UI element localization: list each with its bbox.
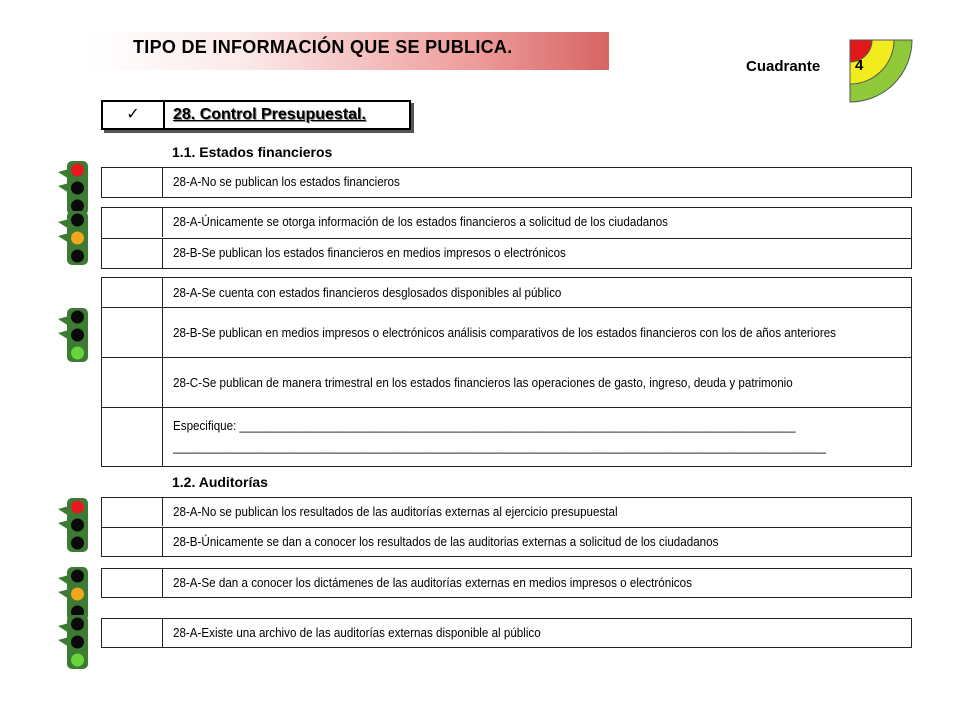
- specify-field[interactable]: [173, 408, 908, 466]
- off-lamp: [71, 570, 84, 583]
- option-group: [101, 497, 912, 557]
- section-title-estados-financieros: 1.1. Estados financieros: [172, 144, 333, 160]
- lit-lamp: [71, 501, 84, 514]
- option-row: [101, 167, 912, 198]
- lit-lamp: [71, 588, 84, 601]
- option-text: 28-B-Únicamente se dan a conocer los resultados de las auditorias externas a solicitud de los ciudadanos: [173, 534, 719, 549]
- option-group: [101, 277, 912, 467]
- page-title: TIPO DE INFORMACIÓN QUE SE PUBLICA.: [133, 37, 513, 57]
- traffic-light-green-icon: [57, 614, 91, 670]
- checkmark-icon: ✓: [103, 102, 165, 128]
- lit-lamp: [71, 232, 84, 245]
- option-group: [101, 207, 912, 269]
- option-checkbox[interactable]: [102, 408, 163, 466]
- option-row: [101, 618, 912, 648]
- option-row: [101, 568, 912, 598]
- section-title-auditorias: 1.2. Auditorías: [172, 474, 268, 490]
- off-lamp: [71, 537, 84, 550]
- option-text: 28-A-Existe una archivo de las auditorías externas disponible al público: [173, 625, 541, 640]
- option-checkbox[interactable]: [102, 239, 163, 268]
- option-text: 28-A-Se cuenta con estados financieros desglosados disponibles al público: [173, 285, 562, 300]
- specify-line-2: _____________________________________________________________________________________________________: [173, 440, 827, 454]
- off-lamp: [71, 519, 84, 532]
- control-presupuestal-box: [101, 100, 411, 130]
- off-lamp: [71, 182, 84, 195]
- option-checkbox[interactable]: [102, 168, 163, 197]
- option-checkbox[interactable]: [102, 358, 163, 408]
- option-checkbox[interactable]: [102, 208, 163, 237]
- traffic-light-red-icon: [57, 160, 91, 216]
- option-checkbox[interactable]: [102, 569, 163, 597]
- lit-lamp: [71, 347, 84, 360]
- option-checkbox[interactable]: [102, 308, 163, 358]
- option-text: 28-A-Se dan a conocer los dictámenes de las auditorías externas en medios impresos o electrónicos: [173, 575, 692, 590]
- traffic-light-red-icon: [57, 497, 91, 553]
- control-title: 28. Control Presupuestal.: [173, 106, 366, 123]
- traffic-light-green-icon: [57, 307, 91, 363]
- traffic-light-yellow-icon: [57, 210, 91, 266]
- off-lamp: [71, 250, 84, 263]
- option-text: 28-B-Se publican los estados financieros en medios impresos o electrónicos: [173, 246, 566, 260]
- option-text: 28-A-Únicamente se otorga información de los estados financieros a solicitud de los ciudadanos: [173, 215, 668, 229]
- option-checkbox[interactable]: [102, 619, 163, 647]
- option-text: 28-A-No se publican los estados financieros: [173, 175, 400, 189]
- specify-line-1: Especifique: ______________________________________________________________________________________: [173, 419, 796, 433]
- off-lamp: [71, 636, 84, 649]
- option-checkbox[interactable]: [102, 278, 163, 308]
- cuadrante-number: 4: [855, 57, 864, 74]
- option-text: 28-B-Se publican en medios impresos o electrónicos análisis comparativos de los estados financieros con los de años anteriores: [173, 325, 836, 340]
- lit-lamp: [71, 654, 84, 667]
- lit-lamp: [71, 164, 84, 177]
- off-lamp: [71, 329, 84, 342]
- option-checkbox[interactable]: [102, 498, 163, 526]
- off-lamp: [71, 311, 84, 324]
- option-text: 28-C-Se publican de manera trimestral en los estados financieros las operaciones de gasto, ingreso, deuda y patrimonio: [173, 375, 793, 390]
- off-lamp: [71, 214, 84, 227]
- cuadrante-label: Cuadrante: [746, 58, 821, 75]
- option-checkbox[interactable]: [102, 528, 163, 556]
- option-text: 28-A-No se publican los resultados de las auditorías externas al ejercicio presupuestal: [173, 504, 618, 519]
- off-lamp: [71, 618, 84, 631]
